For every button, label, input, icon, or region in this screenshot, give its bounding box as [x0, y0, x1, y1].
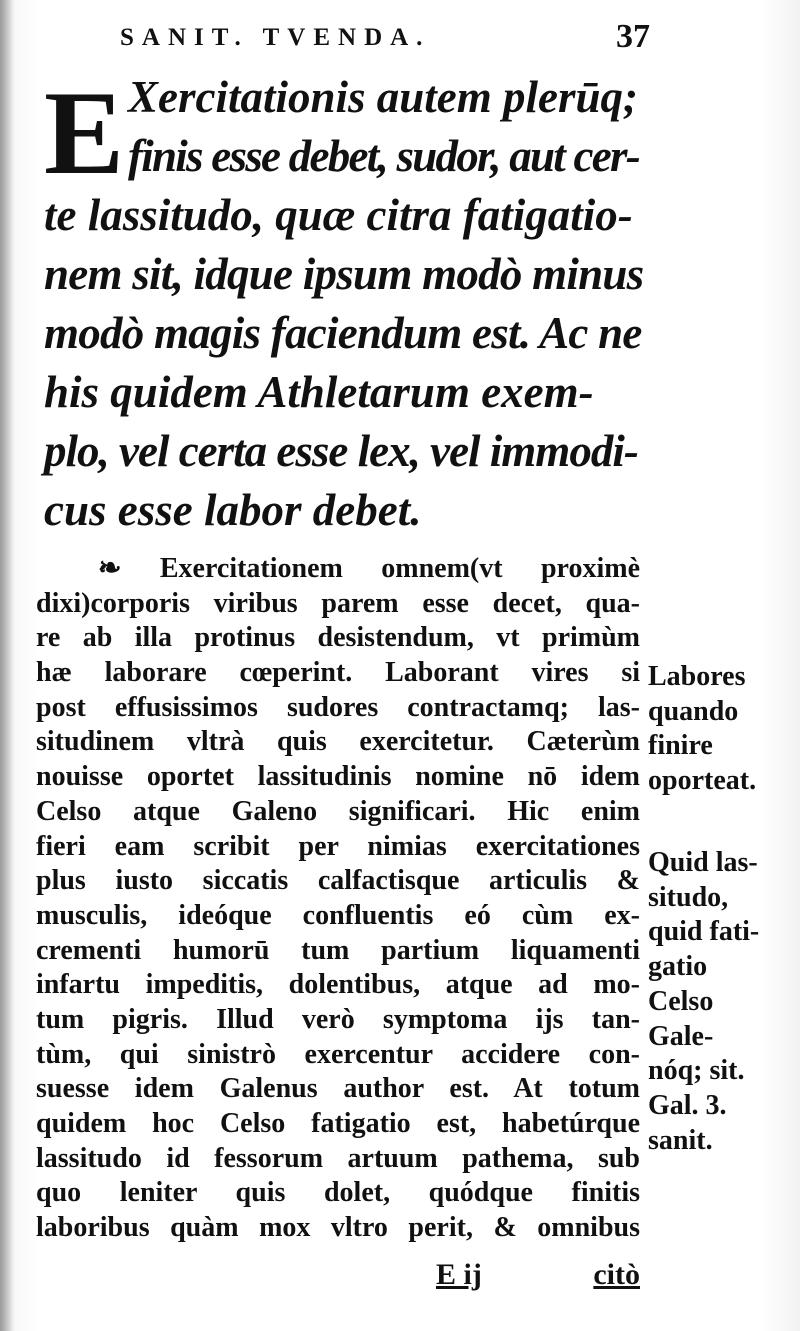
- roman-line: musculis, ideóque confluentis eó cùm ex-: [36, 899, 640, 931]
- roman-line: crementi humorū tum partium liquamenti: [36, 934, 640, 966]
- italic-line: cus esse labor debet.: [44, 485, 422, 535]
- roman-line: quo leniter quis dolet, quódque finitis: [36, 1177, 640, 1209]
- margin-note: Gal. 3.: [648, 1089, 727, 1121]
- roman-line-text: Exercitationem omnem(vt proximè: [159, 553, 640, 584]
- italic-line: modò magis faciendum est. Ac ne: [44, 308, 642, 358]
- margin-note: quando: [648, 695, 739, 727]
- margin-note: sanit.: [648, 1124, 713, 1156]
- italic-line: nem sit, idque ipsum modò minus: [44, 249, 644, 299]
- roman-line: laboribus quàm mox vltro perit, & omnibus: [36, 1212, 640, 1244]
- italic-paragraph: [44, 68, 644, 540]
- italic-line: te lassitudo, quæ citra fatigatio-: [44, 190, 633, 240]
- catchword: citò: [593, 1258, 640, 1291]
- fleuron-ornament: ❧: [98, 553, 122, 584]
- margin-note: gatio: [648, 951, 708, 983]
- margin-note: finire: [648, 730, 713, 762]
- signature-mark: E ij: [436, 1258, 482, 1291]
- roman-line: Celso atque Galeno significari. Hic enim: [36, 795, 640, 827]
- roman-line: lassitudo id fessorum artuum pathema, sub: [36, 1142, 640, 1174]
- roman-line: fieri eam scribit per nimias exercitationes: [36, 830, 640, 862]
- margin-note: situdo,: [648, 881, 729, 913]
- roman-line: dixi)corporis viribus parem esse decet, qua-: [36, 587, 640, 619]
- margin-note: Celso: [648, 985, 714, 1017]
- roman-line: hæ laborare cœperint. Laborant vires si: [36, 657, 640, 689]
- drop-cap: E: [44, 66, 125, 199]
- roman-line: suesse idem Galenus author est. At totum: [36, 1073, 640, 1105]
- roman-line: infartu impeditis, dolentibus, atque ad mo-: [36, 969, 640, 1001]
- roman-line: post effusissimos sudores contractamq; las-: [36, 691, 640, 723]
- roman-line: [36, 552, 640, 587]
- roman-line: re ab illa protinus desistendum, vt primùm: [36, 622, 640, 654]
- running-header: [120, 18, 650, 58]
- italic-line: his quidem Athletarum exem-: [44, 367, 594, 417]
- margin-note: Gale-: [648, 1020, 714, 1052]
- italic-line: finis esse debet, sudor, aut cer-: [128, 131, 639, 181]
- roman-line: plus iusto siccatis calfactisque articulis &: [36, 865, 640, 897]
- margin-note: quid fati-: [648, 916, 760, 948]
- page-footer: [36, 1258, 640, 1298]
- roman-line: situdinem vltrà quis exercitetur. Cæterùm: [36, 726, 640, 758]
- roman-line: quidem hoc Celso fatigatio est, habetúrque: [36, 1108, 640, 1139]
- roman-line: tùm, qui sinistrò exercentur accidere con-: [36, 1038, 640, 1070]
- page-number: 37: [616, 18, 650, 55]
- italic-line: plo, vel certa esse lex, vel immodi-: [44, 426, 638, 476]
- roman-paragraph: [36, 552, 640, 1246]
- margin-note: Labores: [648, 661, 746, 692]
- italic-line: Xercitationis autem plerūq;: [128, 72, 639, 122]
- running-title: SANIT. TVENDA.: [120, 24, 431, 51]
- gutter-shadow: [0, 0, 14, 1331]
- margin-note: nóq; sit.: [648, 1055, 745, 1087]
- margin-note: Quid las-: [648, 847, 758, 878]
- roman-line: tum pigris. Illud verò symptoma ijs tan-: [36, 1003, 640, 1035]
- roman-line: nouisse oportet lassitudinis nomine nō idem: [36, 761, 640, 793]
- margin-note: oporteat.: [648, 765, 757, 797]
